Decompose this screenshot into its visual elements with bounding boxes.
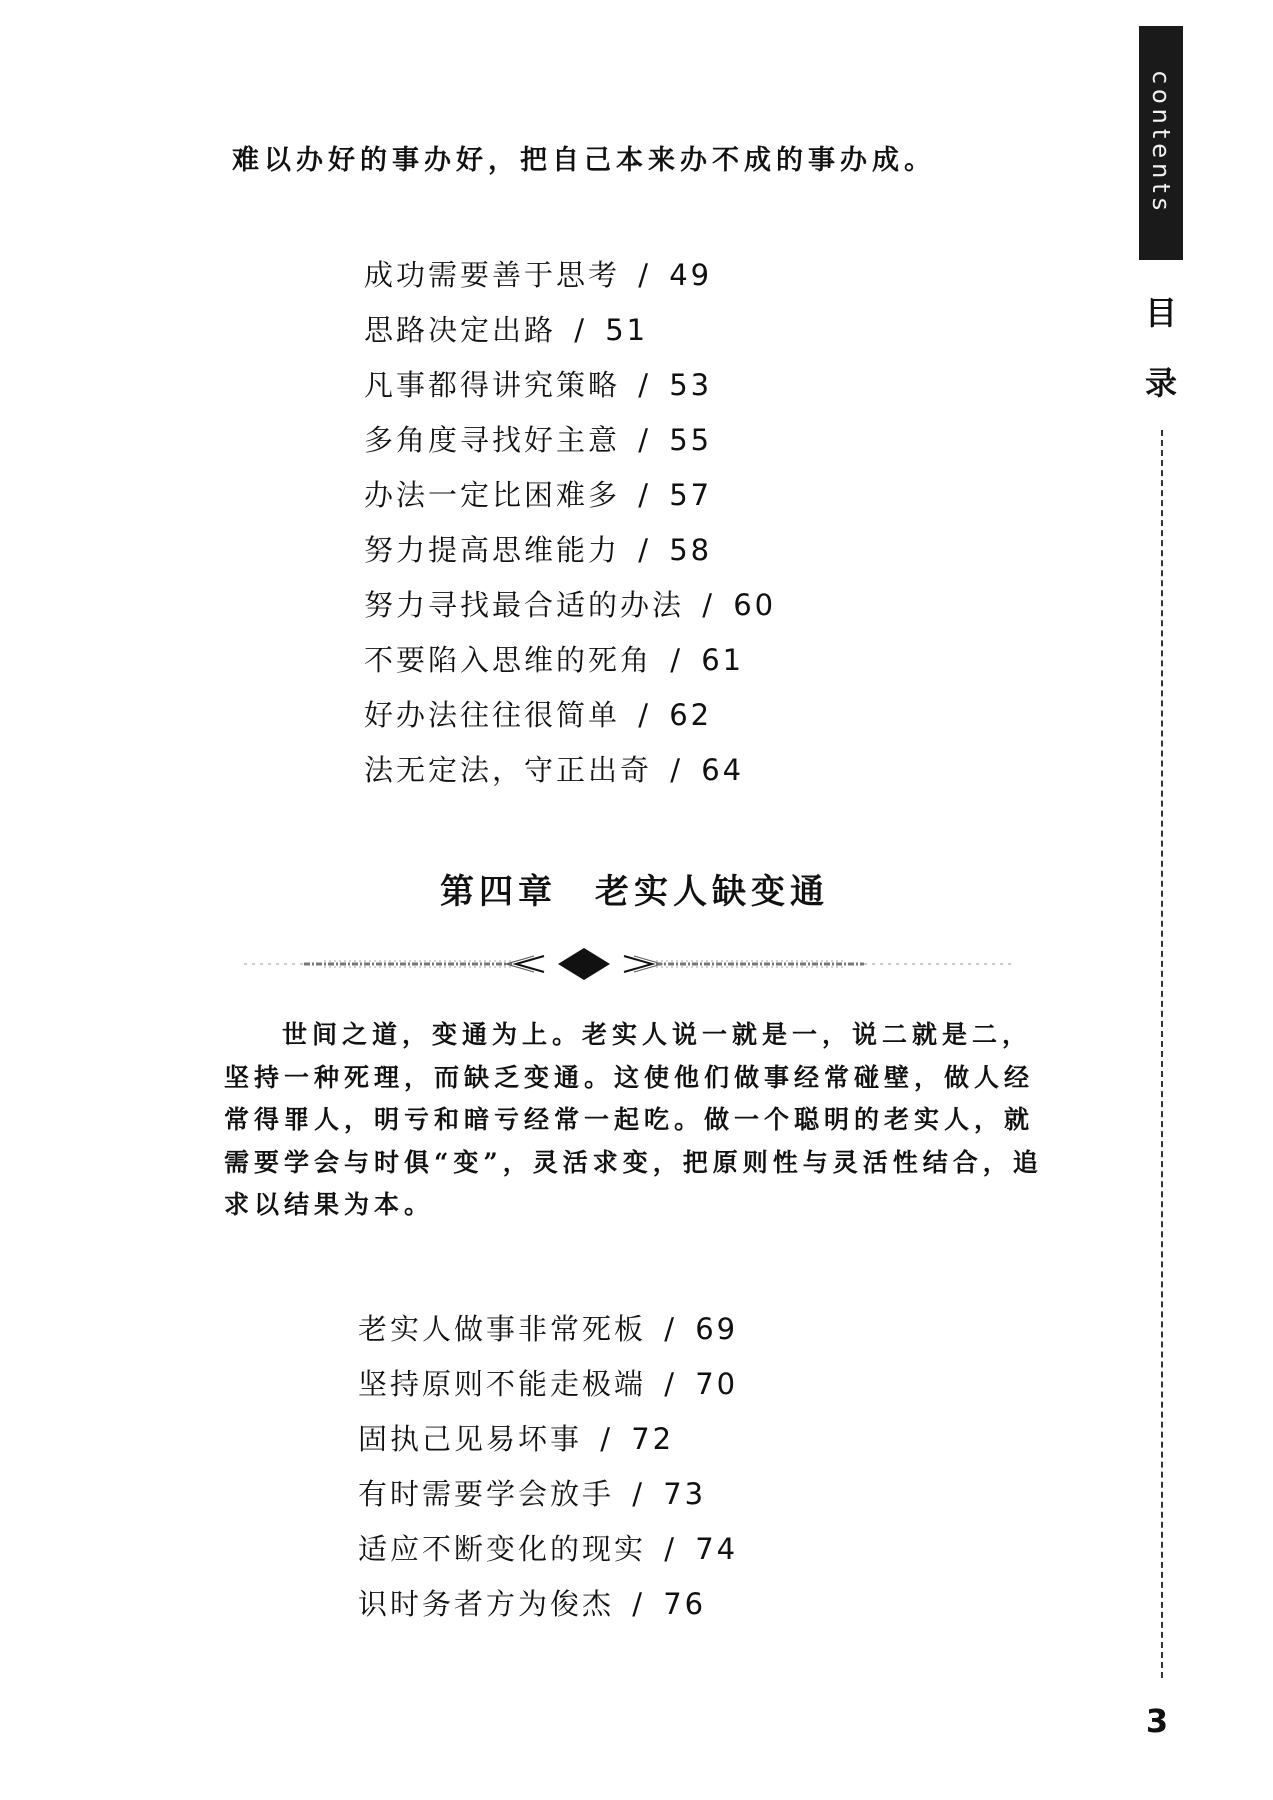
toc-entry-separator: / bbox=[638, 478, 652, 512]
toc-entry-page: 51 bbox=[605, 313, 649, 347]
toc-entry[interactable] bbox=[358, 1467, 738, 1522]
toc-list-chapter-3 bbox=[364, 248, 776, 798]
toc-entry-title: 多角度寻找好主意 bbox=[364, 423, 621, 457]
toc-entry[interactable] bbox=[358, 1577, 738, 1632]
toc-entry-title: 不要陷入思维的死角 bbox=[364, 643, 653, 677]
toc-entry-page: 74 bbox=[695, 1532, 739, 1566]
toc-entry-separator: / bbox=[664, 1312, 678, 1346]
toc-entry-title: 法无定法，守正出奇 bbox=[364, 753, 653, 787]
toc-entry-page: 70 bbox=[695, 1367, 739, 1401]
toc-entry[interactable] bbox=[358, 1302, 738, 1357]
toc-entry[interactable] bbox=[364, 523, 776, 578]
toc-entry-separator: / bbox=[638, 423, 652, 457]
toc-entry-separator: / bbox=[664, 1532, 678, 1566]
toc-entry-separator: / bbox=[670, 643, 684, 677]
toc-entry[interactable] bbox=[358, 1412, 738, 1467]
toc-entry-title: 办法一定比困难多 bbox=[364, 478, 621, 512]
toc-entry[interactable] bbox=[364, 413, 776, 468]
toc-entry-title: 努力寻找最合适的办法 bbox=[364, 588, 685, 622]
toc-entry-page: 69 bbox=[695, 1312, 739, 1346]
toc-entry-title: 有时需要学会放手 bbox=[358, 1477, 615, 1511]
toc-entry-page: 64 bbox=[701, 753, 745, 787]
toc-entry-page: 53 bbox=[669, 368, 713, 402]
toc-entry-separator: / bbox=[638, 368, 652, 402]
ornament-divider bbox=[244, 944, 1014, 984]
toc-entry-page: 58 bbox=[669, 533, 713, 567]
toc-entry-title: 坚持原则不能走极端 bbox=[358, 1367, 647, 1401]
chapter-title: 老实人缺变通 bbox=[595, 872, 829, 912]
toc-entry-page: 62 bbox=[669, 698, 713, 732]
toc-entry-page: 60 bbox=[733, 588, 777, 622]
toc-entry-title: 固执己见易坏事 bbox=[358, 1422, 583, 1456]
toc-entry[interactable] bbox=[364, 358, 776, 413]
toc-entry[interactable] bbox=[358, 1522, 738, 1577]
toc-entry[interactable] bbox=[364, 303, 776, 358]
toc-entry[interactable] bbox=[364, 633, 776, 688]
toc-entry-separator: / bbox=[638, 533, 652, 567]
toc-entry-title: 凡事都得讲究策略 bbox=[364, 368, 621, 402]
toc-entry-separator: / bbox=[702, 588, 716, 622]
toc-entry-title: 思路决定出路 bbox=[364, 313, 557, 347]
side-label-lu: 录 bbox=[1144, 364, 1177, 402]
diamond-icon bbox=[558, 948, 610, 980]
toc-entry-title: 努力提高思维能力 bbox=[364, 533, 621, 567]
toc-entry[interactable] bbox=[364, 248, 776, 303]
chapter-number: 第四章 bbox=[440, 872, 557, 912]
toc-entry-title: 好办法往往很简单 bbox=[364, 698, 621, 732]
toc-entry-separator: / bbox=[664, 1367, 678, 1401]
side-label-mu: 目 bbox=[1144, 294, 1177, 332]
toc-entry-separator: / bbox=[670, 753, 684, 787]
toc-entry-separator: / bbox=[638, 698, 652, 732]
chapter-heading bbox=[440, 864, 829, 913]
toc-entry-title: 识时务者方为俊杰 bbox=[358, 1587, 615, 1621]
toc-entry-separator: / bbox=[574, 313, 588, 347]
toc-entry-page: 61 bbox=[701, 643, 745, 677]
toc-entry-page: 57 bbox=[669, 478, 713, 512]
toc-entry-separator: / bbox=[600, 1422, 614, 1456]
toc-entry-separator: / bbox=[632, 1477, 646, 1511]
chapter-intro: 世间之道，变通为上。老实人说一就是一，说二就是二，坚持一种死理，而缺乏变通。这使他们做事经常碰壁，做人经常得罪人，明亏和暗亏经常一起吃。做一个聪明的老实人，就需要学会与时俱“变”，灵活求变，把原则性与灵活性结合，追求以结果为本。 bbox=[224, 1020, 1043, 1219]
side-dashed-rule bbox=[1161, 430, 1163, 1678]
toc-entry-separator: / bbox=[638, 258, 652, 292]
toc-entry-separator: / bbox=[632, 1587, 646, 1621]
toc-entry-page: 76 bbox=[663, 1587, 707, 1621]
contents-tab-text: contents bbox=[1147, 70, 1175, 216]
toc-entry-page: 72 bbox=[631, 1422, 675, 1456]
toc-entry-page: 49 bbox=[669, 258, 713, 292]
page-number: 3 bbox=[1145, 1702, 1169, 1740]
previous-chapter-intro-tail: 难以办好的事办好，把自己本来办不成的事办成。 bbox=[232, 145, 936, 176]
toc-entry[interactable] bbox=[358, 1357, 738, 1412]
toc-entry[interactable] bbox=[364, 688, 776, 743]
toc-entry[interactable] bbox=[364, 743, 776, 798]
toc-entry[interactable] bbox=[364, 578, 776, 633]
contents-tab bbox=[1139, 26, 1183, 260]
toc-entry-title: 老实人做事非常死板 bbox=[358, 1312, 647, 1346]
toc-entry-title: 适应不断变化的现实 bbox=[358, 1532, 647, 1566]
toc-entry-page: 73 bbox=[663, 1477, 707, 1511]
toc-entry[interactable] bbox=[364, 468, 776, 523]
toc-entry-title: 成功需要善于思考 bbox=[364, 258, 621, 292]
toc-list-chapter-4 bbox=[358, 1302, 738, 1632]
toc-entry-page: 55 bbox=[669, 423, 713, 457]
